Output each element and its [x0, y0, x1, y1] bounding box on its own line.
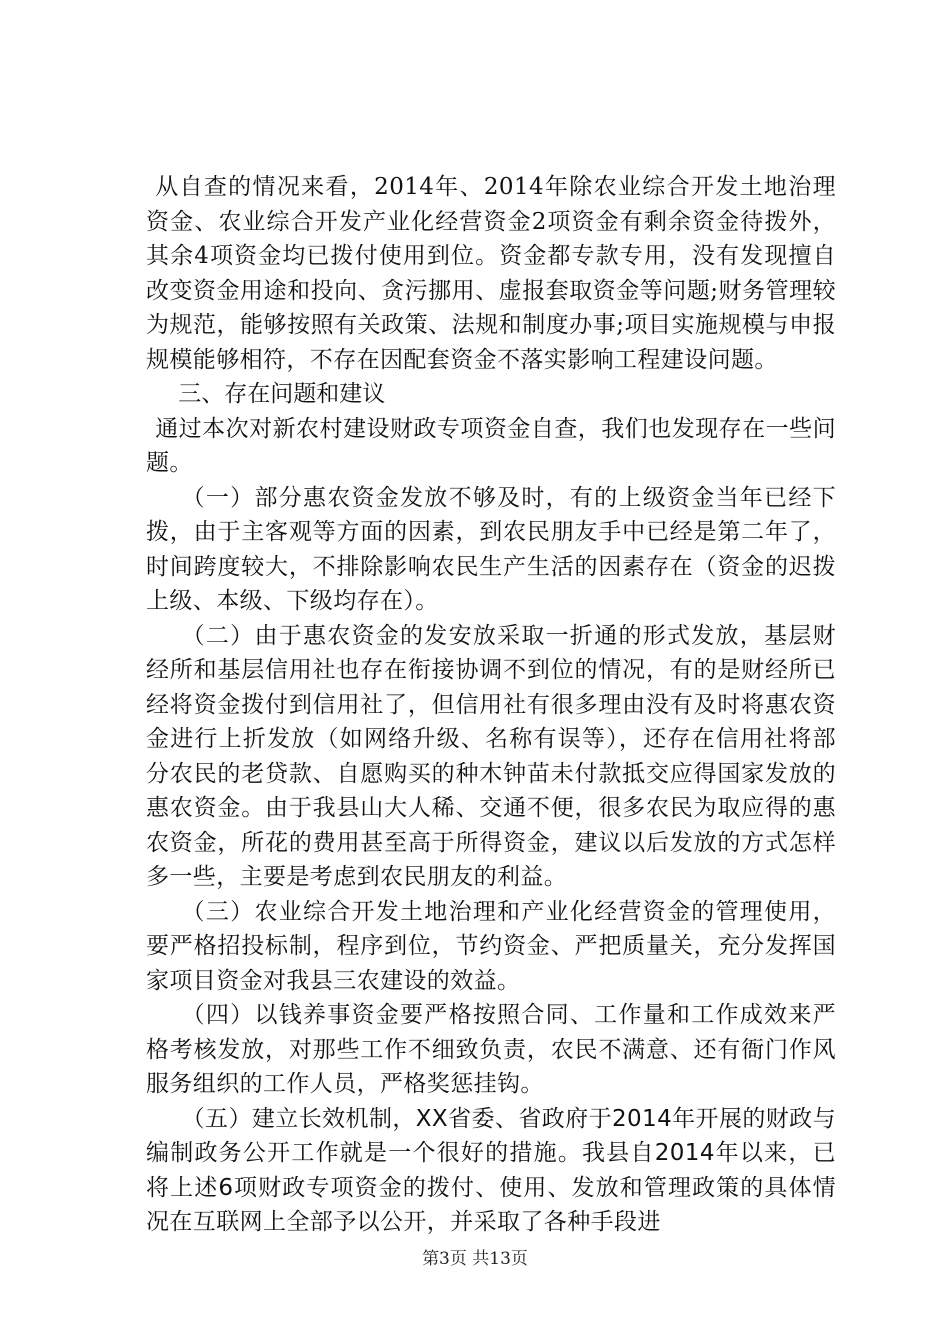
paragraph-item-5: （五）建立长效机制，XX省委、省政府于2014年开展的财政与编制政务公开工作就是一个很好的措施。我县自2014年以来，已将上述6项财政专项资金的拨付、使用、发放和管理政策的具体情况在互联网上全部予以公开，并采取了各种手段进: [146, 1105, 836, 1235]
document-body: [146, 170, 836, 1240]
paragraph-item-4: （四）以钱养事资金要严格按照合同、工作量和工作成效来严格考核发放，对那些工作不细致负责，农民不满意、还有衙门作风服务组织的工作人员，严格奖惩挂钩。: [146, 1002, 836, 1097]
paragraph-intro-problems: 通过本次对新农村建设财政专项资金自查，我们也发现存在一些问题。: [146, 415, 836, 476]
page-footer: 第3页 共13页: [422, 1249, 528, 1269]
section-heading-problems-suggestions: 三、存在问题和建议: [178, 381, 386, 407]
paragraph-item-2: （二）由于惠农资金的发安放采取一折通的形式发放，基层财经所和基层信用社也存在衔接协调不到位的情况，有的是财经所已经将资金拨付到信用社了，但信用社有很多理由没有及时将惠农资金进行上折发放（如网络升级、名称有误等），还存在信用社将部分农民的老贷款、自愿购买的种木钟苗未付款抵交应得国家发放的惠农资金。由于我县山大人稀、交通不便，很多农民为取应得的惠农资金，所花的费用甚至高于所得资金，建议以后发放的方式怎样多一些，主要是考虑到农民朋友的利益。: [146, 622, 836, 890]
paragraph-self-check-summary: 从自查的情况来看，2014年、2014年除农业综合开发土地治理资金、农业综合开发产业化经营资金2项资金有剩余资金待拨外，其余4项资金均已拨付使用到位。资金都专款专用，没有发现擅自改变资金用途和投向、贪污挪用、虚报套取资金等问题;财务管理较为规范，能够按照有关政策、法规和制度办事;项目实施规模与申报规模能够相符，不存在因配套资金不落实影响工程建设问题。: [146, 174, 836, 373]
paragraph-item-3: （三）农业综合开发土地治理和产业化经营资金的管理使用，要严格招投标制，程序到位，节约资金、严把质量关，充分发挥国家项目资金对我县三农建设的效益。: [146, 898, 836, 994]
paragraph-item-1: （一）部分惠农资金发放不够及时，有的上级资金当年已经下拨，由于主客观等方面的因素，到农民朋友手中已经是第二年了，时间跨度较大，不排除影响农民生产生活的因素存在（资金的迟拨上级、本级、下级均存在）。: [146, 484, 836, 614]
